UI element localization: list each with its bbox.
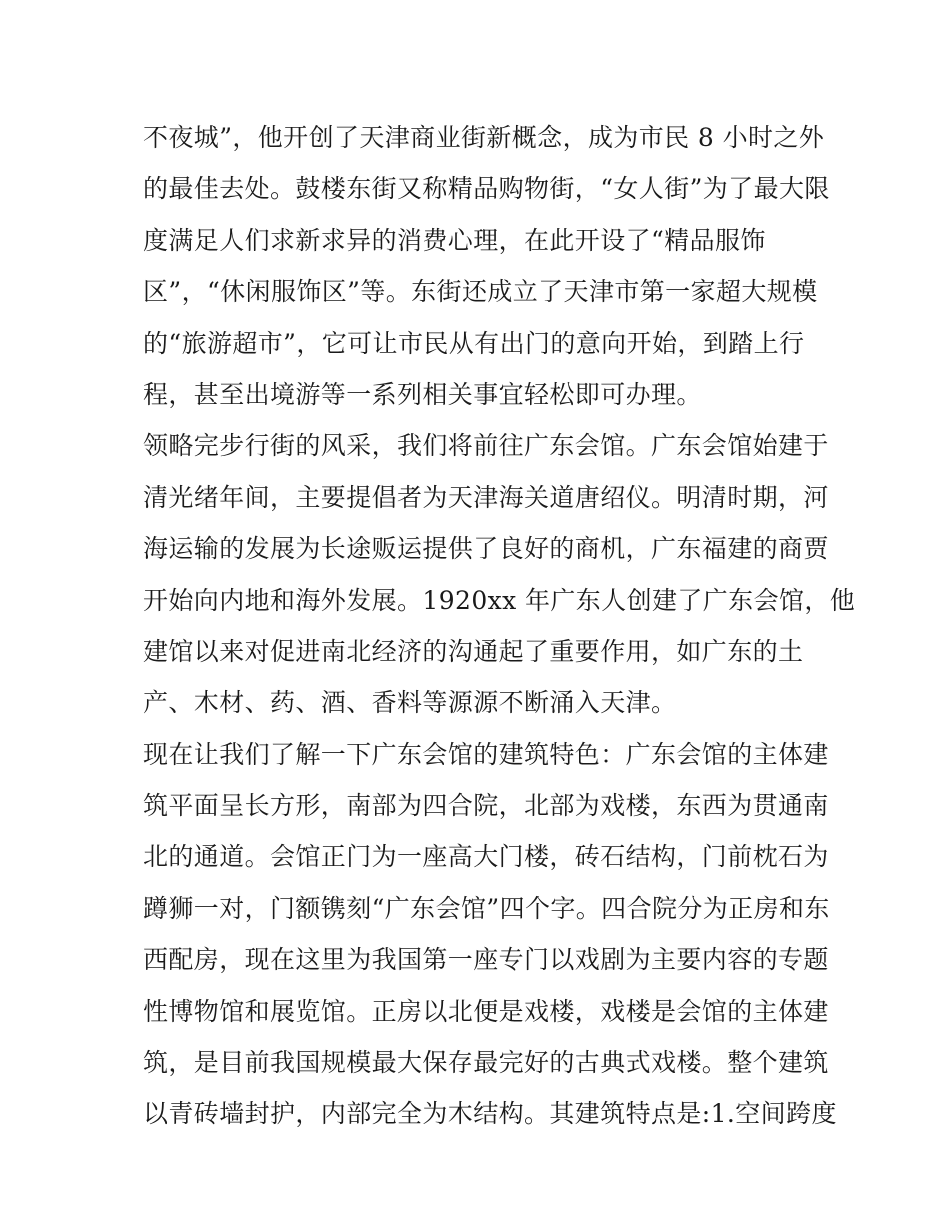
text-line: 以青砖墙封护，内部完全为木结构。其建筑特点是:1.空间跨度 [143, 1099, 837, 1129]
text-line: 的最佳去处。鼓楼东街又称精品购物街，“女人街”为了最大限 [143, 174, 830, 204]
text-line: 海运输的发展为长途贩运提供了良好的商机，广东福建的商贾 [143, 534, 829, 564]
text-line: 开始向内地和海外发展。1920xx 年广东人创建了广东会馆，他 [143, 585, 856, 615]
text-line: 性博物馆和展览馆。正房以北便是戏楼，戏楼是会馆的主体建 [143, 996, 829, 1026]
text-line: 区”，“休闲服饰区”等。东街还成立了天津市第一家超大规模 [143, 277, 818, 307]
text-line: 清光绪年间，主要提倡者为天津海关道唐绍仪。明清时期，河 [143, 482, 829, 512]
text-line: 度满足人们求新求异的消费心理，在此开设了“精品服饰 [143, 225, 766, 255]
text-line: 筑平面呈长方形，南部为四合院，北部为戏楼，东西为贯通南 [143, 791, 829, 821]
text-line: 不夜城”，他开创了天津商业街新概念，成为市民 8 小时之外 [143, 123, 825, 152]
text-line: 筑，是目前我国规模最大保存最完好的古典式戏楼。整个建筑 [143, 1048, 829, 1078]
text-line: 西配房，现在这里为我国第一座专门以戏剧为主要内容的专题 [143, 945, 829, 975]
text-line: 产、木材、药、酒、香料等源源不断涌入天津。 [143, 688, 677, 718]
text-line: 蹲狮一对，门额镌刻“广东会馆”四个字。四合院分为正房和东 [143, 893, 830, 923]
text-line: 建馆以来对促进南北经济的沟通起了重要作用，如广东的土 [143, 636, 804, 666]
text-line: 北的通道。会馆正门为一座高大门楼，砖石结构，门前枕石为 [143, 842, 829, 872]
text-line: 现在让我们了解一下广东会馆的建筑特色：广东会馆的主体建 [143, 739, 829, 769]
text-line: 程，甚至出境游等一系列相关事宜轻松即可办理。 [143, 379, 702, 409]
text-line: 领略完步行街的风采，我们将前往广东会馆。广东会馆始建于 [143, 431, 829, 461]
body-text [143, 112, 856, 1140]
text-line: 的“旅游超市”，它可让市民从有出门的意向开始，到踏上行 [143, 328, 805, 358]
